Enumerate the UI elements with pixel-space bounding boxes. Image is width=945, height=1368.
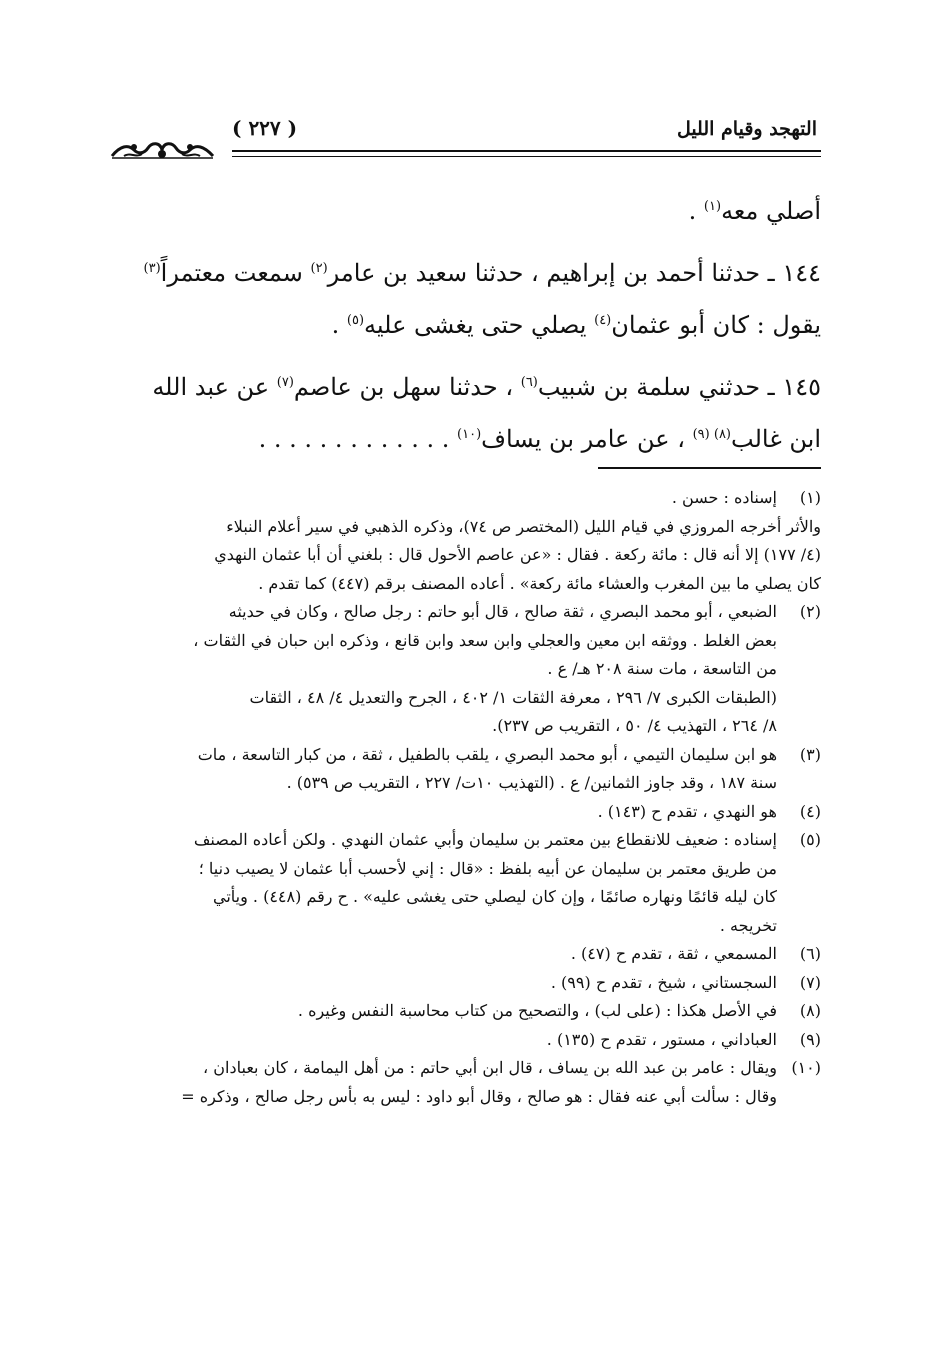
footnote-line: من طريق معتمر بن سليمان عن أبيه بلفظ : «قال : إني لأحسب أبا عثمان لا يصيب دنيا ؛ xyxy=(198,858,777,878)
hadith-145-line2: ابن غالب$^{(٨) (٩)}$ ، عن عامر بن يساف$^{(١٠)}$ . . . . . . . . . . . . . xyxy=(258,425,821,453)
footnote-ref: (٥) xyxy=(346,313,365,328)
hadith-145-line1: ١٤٥ ـ حدثني سلمة بن شبيب$^{(٦)}$ ، حدثنا سهل بن عاصم$^{(٧)}$ عن عبد الله xyxy=(152,373,821,401)
header-rule xyxy=(232,150,821,152)
footnote-item xyxy=(112,598,821,741)
footnote-text xyxy=(112,741,777,798)
footnote-item xyxy=(112,997,821,1026)
footnote-text xyxy=(112,598,777,741)
footnote-ref: (٤) xyxy=(594,313,612,328)
page-number: ( ٢٢٧ ) xyxy=(232,116,298,140)
ornament-icon xyxy=(110,134,215,164)
footnote-text xyxy=(112,1054,777,1111)
footnote-line: سنة ١٨٧ ، وقد جاوز الثمانين/ ع . (التهذيب ١٠ت/ ٢٢٧ ، التقريب ص ٥٣٩) . xyxy=(286,773,777,792)
footnote-separator xyxy=(598,467,821,469)
header-rule-thin xyxy=(232,156,821,157)
footnote-line: بعض الغلط . ووثقه ابن معين والعجلي وابن سعد وابن قانع ، وذكره ابن حبان في الثقات ، xyxy=(193,630,777,650)
footnote-ref: (١) xyxy=(703,199,722,214)
footnote-line: إسناده : ضعيف للانقطاع بين معتمر بن سليمان وأبي عثمان النهدي . ولكن أعاده المصنف xyxy=(193,830,777,849)
footnote-number: (١٠) xyxy=(791,1058,821,1077)
footnote-ref: (٦) xyxy=(520,375,538,390)
footnote-item xyxy=(112,1054,821,1111)
footnote-ref: (٧) xyxy=(276,375,294,390)
footnote-text xyxy=(112,798,777,827)
footnote-number: (٩) xyxy=(799,1029,821,1049)
footnote-line: هو النهدي ، تقدم ح (١٤٣) . xyxy=(597,801,777,821)
footnote-text xyxy=(112,997,777,1026)
footnote-item xyxy=(112,940,821,969)
footnote-item xyxy=(112,484,821,513)
footnote-line: هو ابن سليمان التيمي ، أبو محمد البصري ، يلقب بالطفيل ، ثقة ، من كبار التاسعة ، مات xyxy=(197,744,777,764)
footnote-line: المسمعي ، ثقة ، تقدم ح (٤٧) . xyxy=(570,944,777,963)
footnote-line: (الطبقات الكبرى ٧/ ٢٩٦ ، معرفة الثقات ١/ ٤٠٢ ، الجرح والتعديل ٤/ ٤٨ ، الثقات xyxy=(249,687,777,707)
footnote-number: (٦) xyxy=(799,944,821,963)
footnote-ref: (٢) xyxy=(310,261,328,276)
footnote-ref: (١٠) xyxy=(457,427,482,442)
running-title: التهجد وقيام الليل xyxy=(676,118,817,140)
footnote-line: وقال : سألت أبي عنه فقال : هو صالح ، وقال أبو داود : ليس به بأس رجل صالح ، وذكره = xyxy=(181,1086,777,1106)
footnote-line: في الأصل هكذا : (على لب) ، والتصحيح من كتاب محاسبة النفس وغيره . xyxy=(297,1001,777,1020)
footnote-item xyxy=(112,826,821,940)
footnote-item xyxy=(112,969,821,998)
footnote-text xyxy=(112,969,777,998)
footnote-line: العباداني ، مستور ، تقدم ح (١٣٥) . xyxy=(546,1029,777,1049)
footnote-text xyxy=(112,484,777,513)
footnote-line: تخريجه . xyxy=(719,915,777,935)
footnote-item xyxy=(112,1026,821,1055)
footnote-text xyxy=(112,1026,777,1055)
hadith-144-line2: يقول : كان أبو عثمان$^{(٤)}$ يصلي حتى يغشى عليه$^{(٥)}$ . xyxy=(331,311,821,339)
footnote-number: (٥) xyxy=(799,830,821,849)
footnote-line: من التاسعة ، مات سنة ٢٠٨ هـ/ ع . xyxy=(547,659,777,678)
footnote-number: (٤) xyxy=(799,801,821,821)
paragraph-continuation: أصلي معه$^{(١)}$ . xyxy=(688,197,821,225)
footnote-line: ٨/ ٢٦٤ ، التهذيب ٤/ ٥٠ ، التقريب ص ٢٣٧). xyxy=(492,716,777,735)
ellipsis-dots: . . . . . . . . . . . . . xyxy=(258,425,450,453)
footnote-number: (٨) xyxy=(799,1001,821,1020)
footnote-item xyxy=(112,741,821,798)
footnote-line: السجستاني ، شيخ ، تقدم ح (٩٩) . xyxy=(550,972,777,992)
footnote-item xyxy=(112,513,821,599)
hadith-144-line1: ١٤٤ ـ حدثنا أحمد بن إبراهيم ، حدثنا سعيد بن عامر$^{(٢)}$ سمعت معتمراً$^{(٣)}$ xyxy=(143,259,821,287)
footnotes xyxy=(112,484,821,1111)
footnote-line: إسناده : حسن . xyxy=(671,488,777,507)
footnote-ref: (٨) (٩) xyxy=(692,427,731,442)
footnote-text xyxy=(112,513,821,599)
footnote-number: (٧) xyxy=(799,972,821,992)
main-text xyxy=(112,185,821,465)
footnote-line: الضبعي ، أبو محمد البصري ، ثقة صالح ، قال أبو حاتم : رجل صالح ، وكان في حديثه xyxy=(228,602,777,621)
footnote-item xyxy=(112,798,821,827)
footnote-line: والأثر أخرجه المروزي في قيام الليل (المختصر ص ٧٤)، وذكره الذهبي في سير أعلام النبلاء xyxy=(226,516,821,536)
footnote-line: (٤/ ١٧٧) إلا أنه قال : مائة ركعة . فقال : «عن عاصم الأحول قال : بلغني أن أبا عثمان النهدي xyxy=(214,545,821,564)
footnote-number: (٢) xyxy=(799,602,821,621)
footnote-line: كان يصلي ما بين المغرب والعشاء مائة ركعة» . أعاده المصنف برقم (٤٤٧) كما تقدم . xyxy=(258,573,821,593)
footnote-text xyxy=(112,940,777,969)
footnote-number: (١) xyxy=(799,488,821,507)
footnote-line: ويقال : عامر بن عبد الله بن يساف ، قال ابن أبي حاتم : من أهل اليمامة ، كان بعبادان ، xyxy=(203,1058,777,1077)
footnote-ref: (٣) xyxy=(143,261,161,276)
footnote-number: (٣) xyxy=(799,744,821,764)
footnote-text xyxy=(112,826,777,940)
footnote-line: كان ليله قائمًا ونهاره صائمًا ، وإن كان ليصلي حتى يغشى عليه» . ح رقم (٤٤٨) . ويأتي xyxy=(212,887,777,906)
